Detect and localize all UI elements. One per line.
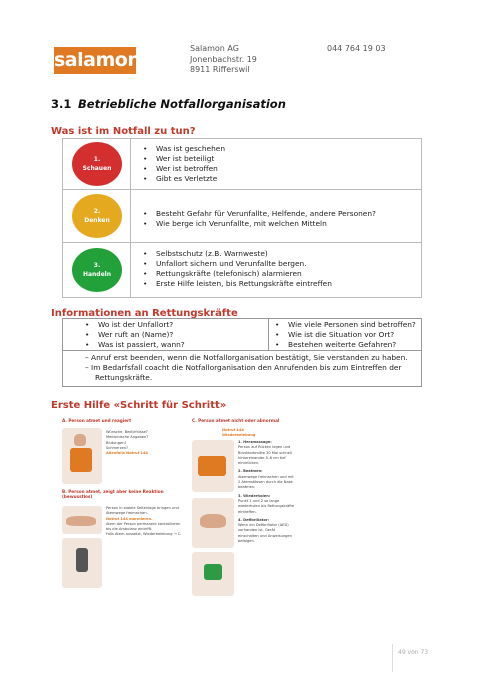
list-item: • Selbstschutz (z.B. Warnweste)	[143, 249, 332, 259]
divider	[268, 319, 269, 350]
figure-person-sitting	[62, 428, 102, 484]
section-number: 3.1	[51, 97, 72, 111]
list-item: • Erste Hilfe leisten, bis Rettungskräfte eintreffen	[143, 279, 332, 289]
figure-breathing	[192, 498, 234, 548]
list-item: • Wie ist die Situation vor Ort?	[275, 330, 416, 340]
c-alert: Notruf 144 Wiederbelebung	[222, 428, 256, 438]
step-circle: 3. Handeln	[72, 248, 122, 292]
company-logo: salamon	[54, 47, 136, 74]
list-item: • Gibt es Verletzte	[143, 174, 225, 184]
b-list: Person in stabile Seitenlage bringen und Atemwege freimachen. Notruf 144 alarmieren. Atem der Person permanent kontrollieren bis die Ambulanz eintrifft. Falls Atem aussetzt, Wiederbelebung → C.	[106, 506, 182, 537]
note: – Im Bedarfsfall coacht die Notfallorganisation den Anrufenden bis zum Eintreffen der Rettungskräfte.	[85, 363, 402, 382]
step-list	[143, 249, 332, 289]
info-notes	[63, 351, 421, 386]
figure-defibrillator	[192, 552, 234, 596]
list-item: • Wer ist beteiligt	[143, 154, 225, 164]
street: Jonenbachstr. 19	[190, 54, 257, 64]
note: – Anruf erst beenden, wenn die Notfallorganisation bestätigt, Sie verstanden zu haben.	[85, 353, 408, 362]
list-item: • Wie viele Personen sind betroffen?	[275, 320, 416, 330]
info-heading: Informationen an Rettungskräfte	[51, 308, 238, 319]
phone-number: 044 764 19 03	[327, 44, 386, 53]
list-item: • Wo ist der Unfallort?	[85, 320, 185, 330]
list-item: • Wie berge ich Verunfallte, mit welchen Mitteln	[143, 219, 376, 229]
step-list	[143, 209, 376, 229]
section-title: Betriebliche Notfallorganisation	[78, 97, 286, 111]
figure-cpr	[192, 440, 234, 492]
list-item: • Wer ist betroffen	[143, 164, 225, 174]
address-block	[190, 44, 257, 76]
step-circle: 2. Denken	[72, 194, 122, 238]
notfall-heading: Was ist im Notfall zu tun?	[51, 126, 196, 137]
notfall-row-schauen	[63, 139, 421, 190]
notfall-row-denken	[63, 190, 421, 243]
step-circle: 1. Schauen	[72, 142, 122, 186]
list-item: • Wer ruft an (Name)?	[85, 330, 185, 340]
step-list	[143, 144, 225, 184]
c-title: C. Person atmet nicht oder abnormal	[192, 418, 280, 423]
notfall-table	[62, 138, 422, 298]
notfall-row-handeln	[63, 243, 421, 297]
figure-phone	[62, 538, 102, 588]
city: 8911 Rifferswil	[190, 65, 250, 74]
a-list: Wünsche, Bedürfnisse? Medizinische Angaben? Blutungen? Schmerzen? Allenfalls Notruf 144	[106, 430, 149, 456]
info-left-list	[85, 320, 185, 350]
list-item: • Besteht Gefahr für Verunfallte, Helfende, andere Personen?	[143, 209, 376, 219]
list-item: • Unfallort sichern und Verunfallte bergen.	[143, 259, 332, 269]
c-steps: 1. Herzmassage: Person auf Rücken legen und Brustkorbmitte 30 Mal schnell hintereinander 5–6 cm tief eindrücken. 2. Beatmen: Atemwege freimachen und mit 2 Atemstössen durch die Nase beatmen. 3. Wiederholen: Punkt 1 und 2 so lange wiederholen bis Rettungskräfte eintreffen. 4. Defibrillator: Wenn ein Defibrillator (AED) vorhanden ist, Gerät einschalten und Anweisungen befolgen.	[238, 440, 295, 544]
erste-hilfe-figure	[62, 418, 418, 614]
figure-recovery-position	[62, 506, 102, 534]
list-item: • Bestehen weiterte Gefahren?	[275, 340, 416, 350]
list-item: • Was ist passiert, wann?	[85, 340, 185, 350]
company-name: Salamon AG	[190, 44, 239, 53]
b-title: B. Person atmet, zeigt aber keine Reaktion (bewusstlos)	[62, 489, 164, 499]
page-number: 49 von 73	[398, 649, 429, 656]
erste-hilfe-heading: Erste Hilfe «Schritt für Schritt»	[51, 400, 227, 411]
a-title: A. Person atmet und reagiert	[62, 418, 132, 423]
info-table	[62, 318, 422, 387]
list-item: • Rettungskräfte (telefonisch) alarmieren	[143, 269, 332, 279]
section-heading	[51, 97, 286, 111]
list-item: • Was ist geschehen	[143, 144, 225, 154]
info-right-list	[275, 320, 416, 350]
